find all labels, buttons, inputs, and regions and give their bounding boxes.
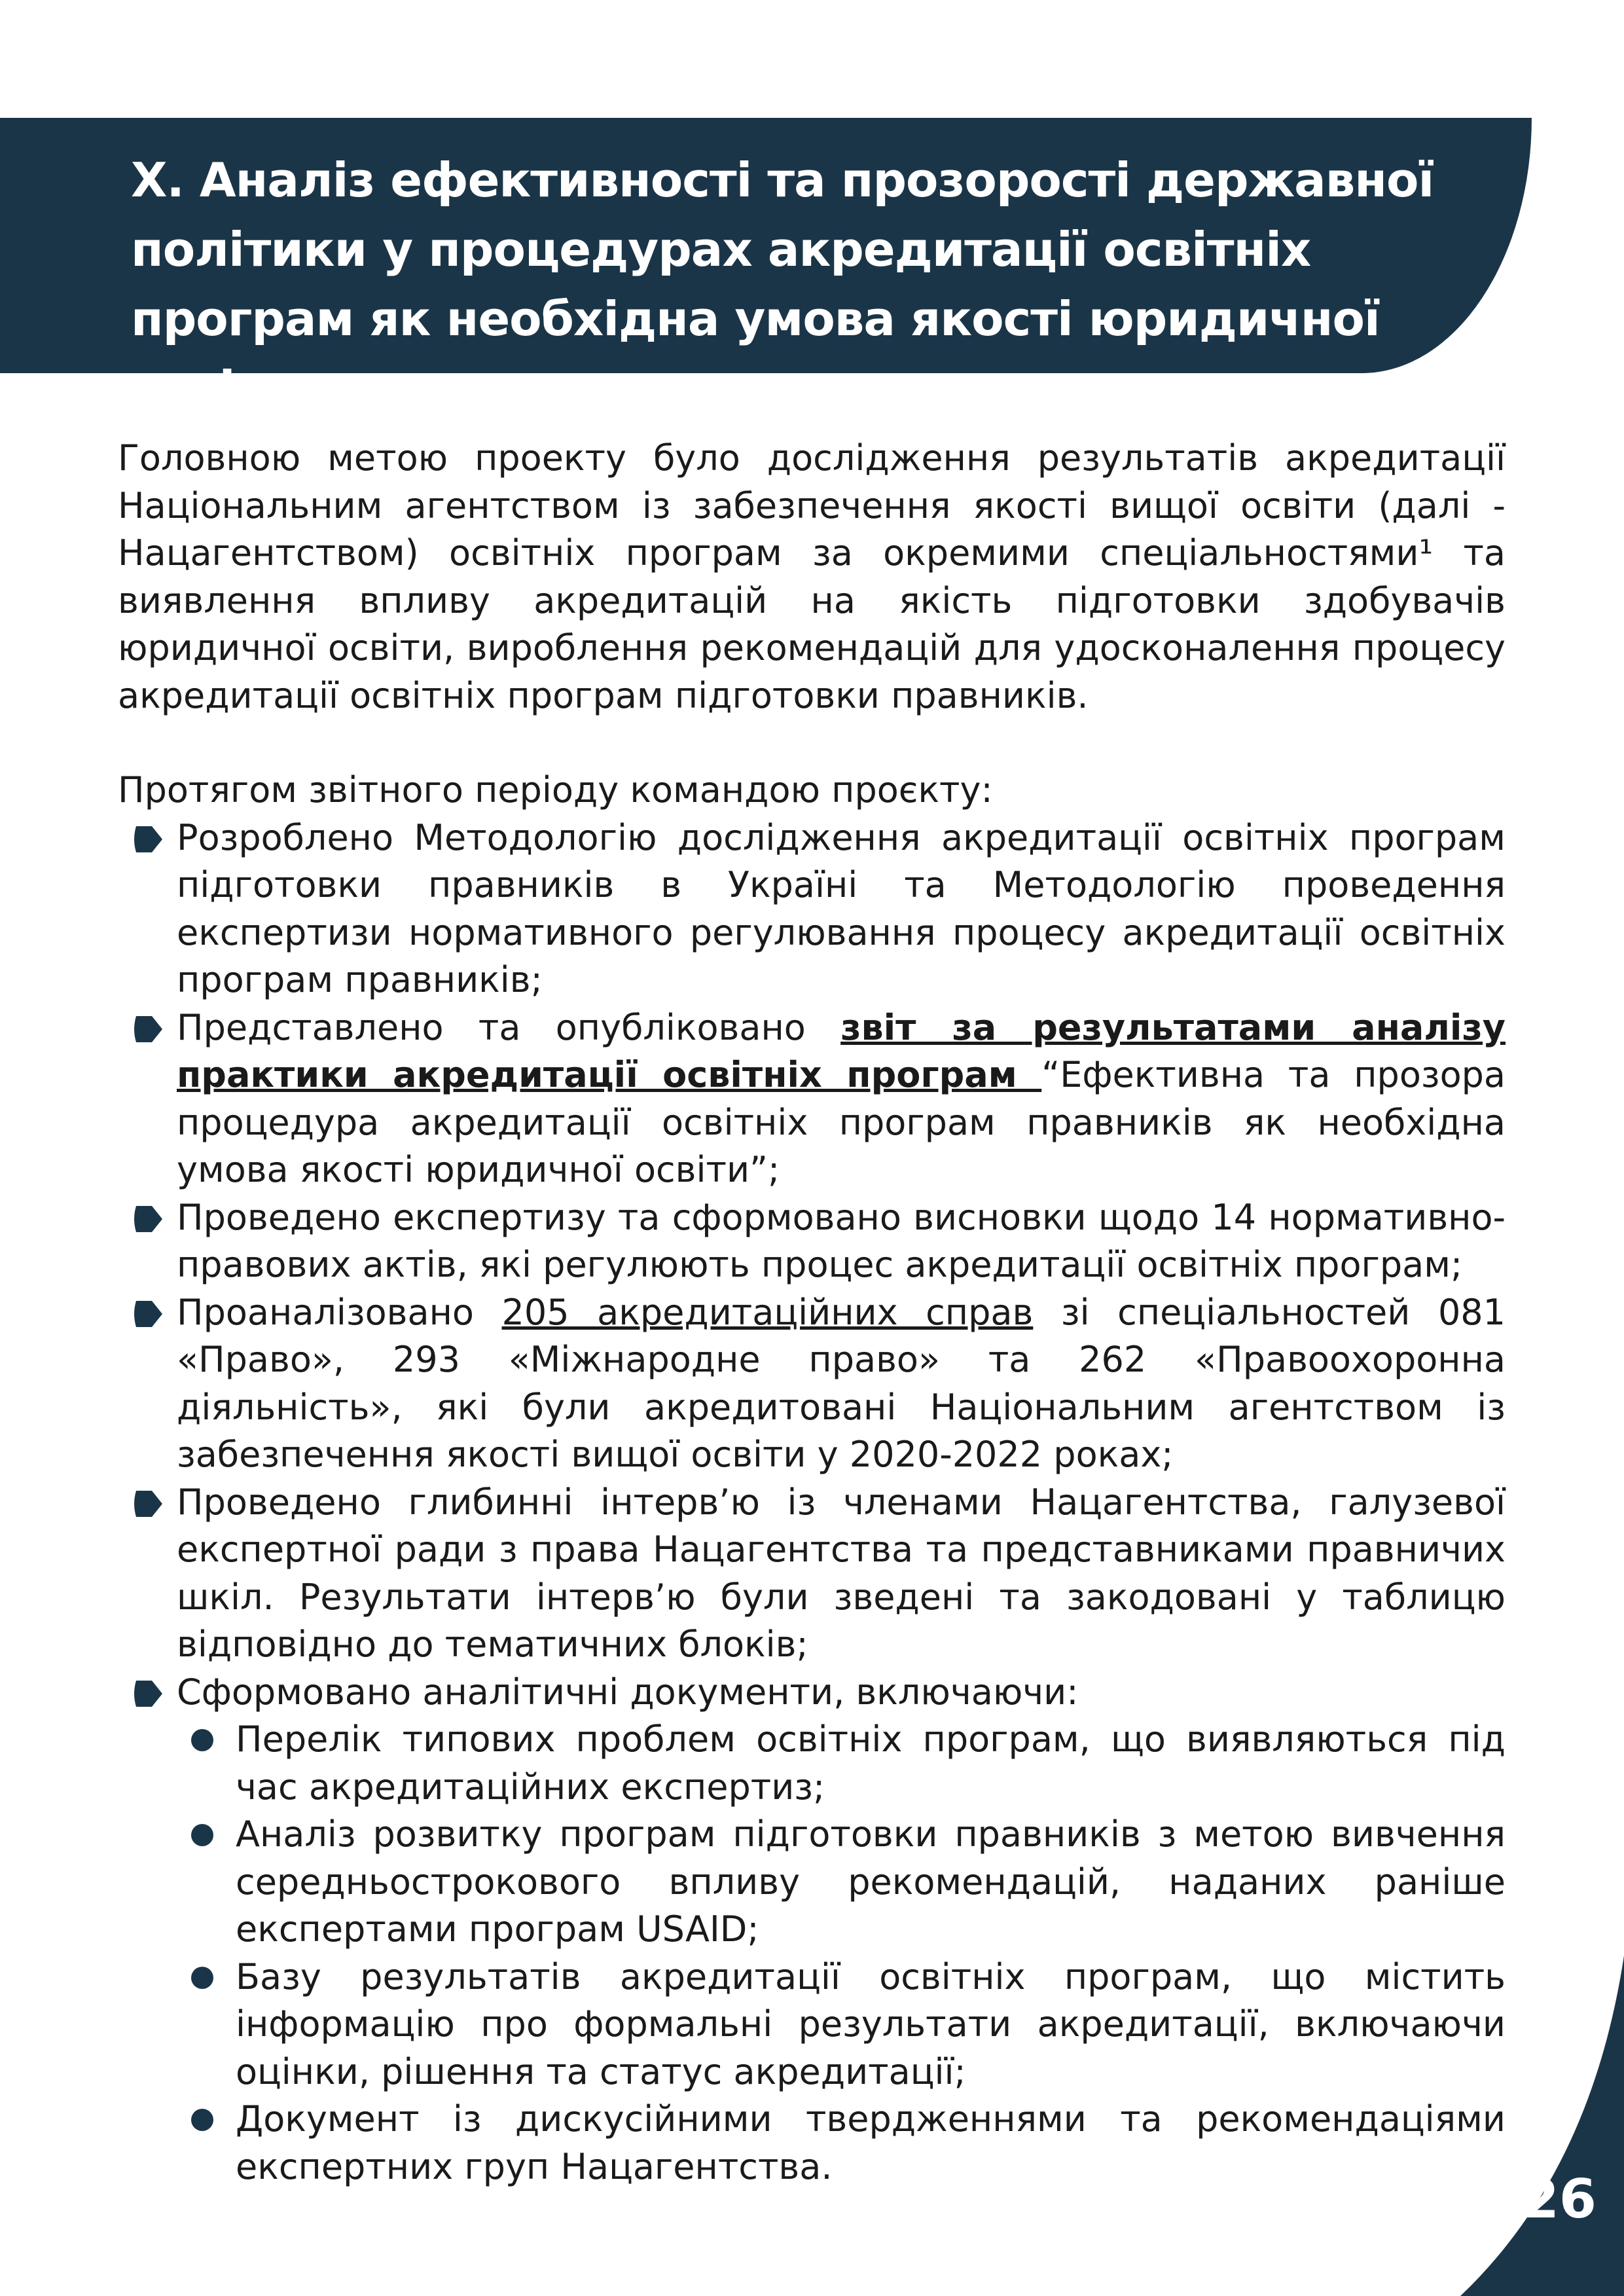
report-link[interactable]: звіт за результатами аналізу практики акредитації освітніх програм <box>177 1006 1506 1095</box>
sub-list-item <box>177 2096 1506 2191</box>
sub-list-item <box>177 1811 1506 1954</box>
list-item-text: Проаналізовано <box>177 1291 502 1333</box>
list-item <box>118 1479 1506 1669</box>
sub-list-item-text: Документ із дискусійними твердженнями та рекомендаціями експертних груп Нацагентства. <box>236 2098 1506 2187</box>
diamond-bullet-icon <box>132 826 162 852</box>
activity-list <box>118 814 1506 2191</box>
list-item <box>118 1289 1506 1479</box>
dot-bullet-icon <box>191 1729 213 1751</box>
list-item-text: Проведено глибинні інтерв’ю із членами Нацагентства, галузевої експертної ради з права Нацагентства та представниками правничих шкіл. Результати інтерв’ю були зведені та закодовані у таблицю відповідно до тематичних блоків; <box>177 1481 1506 1665</box>
list-item-text: Розроблено Методологію дослідження акредитації освітніх програм підготовки правників в Україні та Методологію проведення експертизи нормативного регулювання процесу акредитації освітніх програм правників; <box>177 816 1506 1000</box>
sub-list-item-text: Базу результатів акредитації освітніх програм, що містить інформацію про формальні результати акредитації, включаючи оцінки, рішення та статус акредитації; <box>236 1956 1506 2092</box>
corner-decoration <box>1460 1956 1624 2296</box>
diamond-bullet-icon <box>132 1681 162 1707</box>
dot-bullet-icon <box>191 2109 213 2131</box>
list-item <box>118 1194 1506 1289</box>
sub-list-item-text: Перелік типових проблем освітніх програм, що виявляються під час акредитаційних експертиз; <box>236 1719 1506 1808</box>
list-item <box>118 814 1506 1004</box>
sub-list-item <box>177 1716 1506 1811</box>
list-item <box>118 1669 1506 2191</box>
sub-list-item-text: Аналіз розвитку програм підготовки правників з метою вивчення середньострокового впливу рекомендацій, наданих раніше експертами програм USAID; <box>236 1813 1506 1950</box>
dot-bullet-icon <box>191 1967 213 1989</box>
diamond-bullet-icon <box>132 1301 162 1327</box>
list-item-text: Представлено та опубліковано <box>177 1006 841 1048</box>
list-item-text: “Ефективна та прозора процедура акредитації освітніх програм правників як необхідна умова якості юридичної освіти”; <box>177 1054 1506 1190</box>
sub-list-item <box>177 1954 1506 2096</box>
page-number: 26 <box>1521 2168 1597 2231</box>
list-item-text: Проведено експертизу та сформовано висновки щодо 14 нормативно-правових актів, які регулюють процес акредитації освітніх програм; <box>177 1196 1506 1285</box>
spacer <box>118 720 1506 767</box>
diamond-bullet-icon <box>132 1016 162 1042</box>
intro-paragraph: Головною метою проекту було дослідження результатів акредитації Національним агентством із забезпечення якості вищої освіти (далі - Нацагентством) освітніх програм за окремими спеціальностями¹ та виявлення впливу акредитацій на якість підготовки здобувачів юридичної освіти, вироблення рекомендацій для удосконалення процесу акредитації освітніх програм підготовки правників. <box>118 437 1506 716</box>
diamond-bullet-icon <box>132 1206 162 1232</box>
dot-bullet-icon <box>191 1824 213 1846</box>
list-item-text: зі спеціальностей 081 «Право», 293 «Міжнародне право» та 262 «Правоохоронна діяльність», які були акредитовані Національним агентством із забезпечення якості вищої освіти у 2020-2022 роках; <box>177 1291 1506 1475</box>
main-content <box>118 435 1506 2191</box>
period-lead: Протягом звітного періоду командою проєкту: <box>118 769 993 811</box>
accreditation-cases-link[interactable]: 205 акредитаційних справ <box>501 1291 1034 1333</box>
diamond-bullet-icon <box>132 1491 162 1517</box>
section-title: X. Аналіз ефективності та прозорості державної політики у процедурах акредитації освітніх програм як необхідна умова якості юридичної освіти <box>131 153 1434 416</box>
documents-sub-list <box>177 1716 1506 2191</box>
list-item <box>118 1004 1506 1194</box>
list-item-text: Сформовано аналітичні документи, включаючи: <box>177 1671 1079 1713</box>
